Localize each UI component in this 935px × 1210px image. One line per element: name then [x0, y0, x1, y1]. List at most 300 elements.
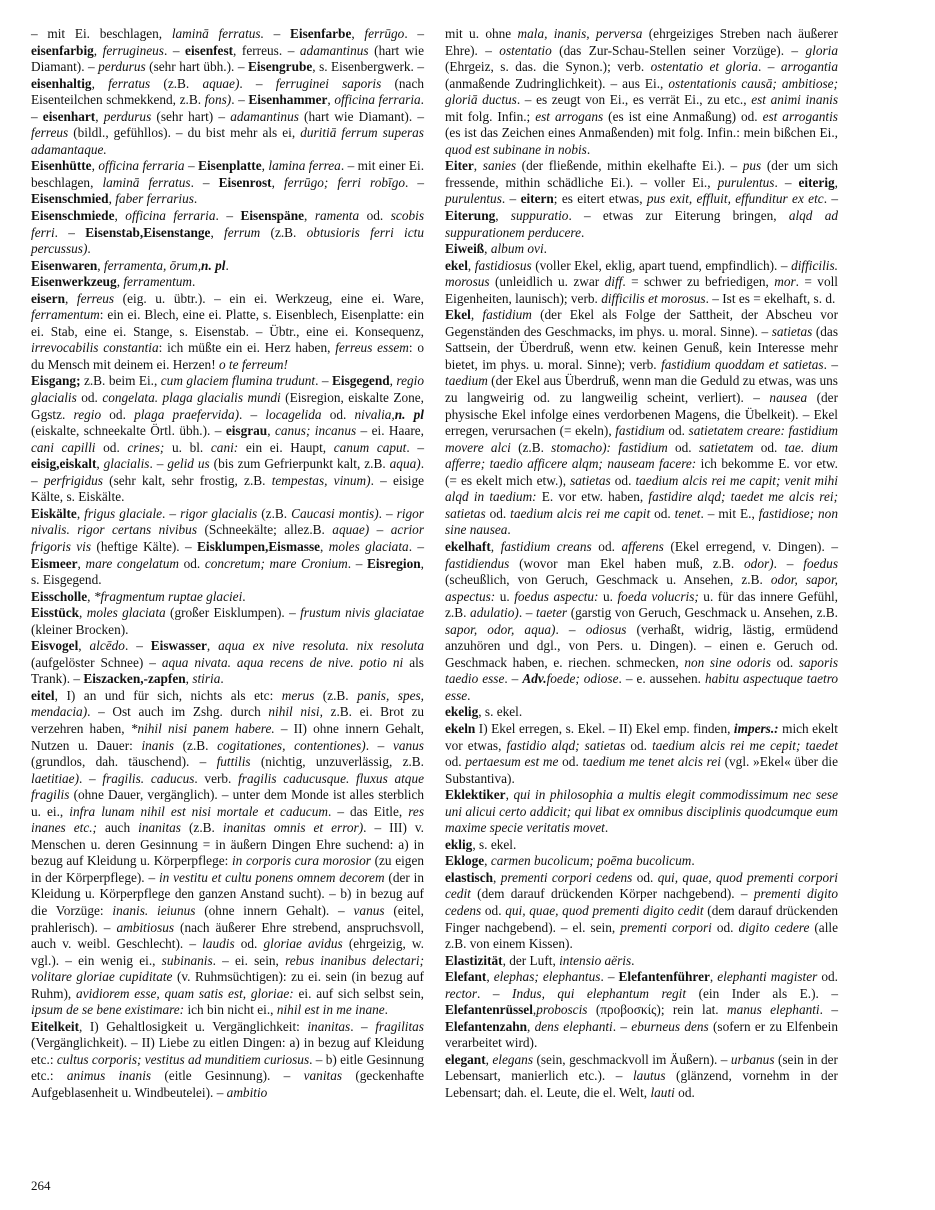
latin-term: gloriae avidus	[263, 936, 343, 952]
latin-term: ferratus	[108, 75, 151, 91]
latin-term: tae. dium afferre; taedio afficere alqm; nauseam facere:	[445, 439, 838, 472]
latin-term: irrevocabilis constantia	[31, 340, 159, 356]
latin-term: adamantinus	[299, 42, 369, 58]
latin-term: fragilis caducusque. fluxus atque fragilis	[31, 770, 424, 803]
latin-term: alcēdo	[89, 638, 125, 654]
entry-text: ,	[495, 208, 511, 224]
dictionary-page	[31, 26, 906, 1182]
entry-text: .	[225, 257, 229, 273]
entry-text: – mit Ei. beschlagen,	[31, 26, 172, 41]
latin-term: inanitas omnis et error)	[222, 820, 364, 836]
headword: eisgrau	[225, 423, 268, 439]
latin-term: frustum nivis glaciatae	[300, 605, 425, 621]
latin-term: cani capilli	[31, 439, 96, 455]
entry-text: (eitel, prahlerisch). –	[31, 902, 424, 935]
entry-text: (Schneekälte; allez.B.	[197, 522, 333, 538]
latin-term: prementi digito cedens	[445, 886, 838, 918]
latin-term: merus	[281, 687, 315, 703]
entry-text: u. für das innere Gefühl, z.B.	[445, 588, 838, 621]
latin-term: ferramentum	[31, 307, 100, 323]
entry-text: ,	[116, 274, 124, 290]
entry-text: ,	[327, 92, 335, 108]
entry-text: (bildl., gefühllos). – du bist mehr als ei,	[68, 125, 301, 141]
latin-term: qui in philosophia a multis elegit commodissimum nec sese uni alicui certo addicit; qui libat ex omnibus disciplinis quodcumque eum maxime specie veritatis movet	[445, 787, 838, 836]
latin-term: satietas	[570, 472, 611, 488]
latin-term: mala, inanis, perversa	[517, 26, 643, 41]
entry-text: . = schwer zu befriedigen,	[622, 274, 775, 290]
latin-term: ferruginei saporis	[275, 75, 382, 91]
latin-term: fons)	[204, 92, 232, 108]
dictionary-entry	[445, 241, 838, 258]
latin-term: vanus	[392, 737, 424, 753]
latin-term: purulentus	[445, 191, 502, 207]
latin-term: carmen bucolicum; poēma bucolicum	[490, 853, 692, 869]
entry-text: od.	[481, 902, 506, 918]
entry-text: . verb.	[194, 770, 239, 786]
entry-text: . –	[555, 621, 586, 637]
entry-text: od.	[817, 969, 839, 985]
dictionary-entry	[445, 704, 838, 721]
latin-term: pertaesum est me	[465, 754, 559, 770]
headword: Eisenplatte	[198, 158, 262, 174]
latin-term: rector	[445, 985, 478, 1001]
entry-text: (zu eigen in der Körperpflege). –	[31, 853, 425, 885]
entry-text: ,	[532, 1002, 537, 1018]
entry-text: . –	[79, 770, 103, 786]
entry-text: . –	[406, 439, 424, 455]
entry-text: auch	[96, 820, 139, 836]
entry-text: .	[220, 671, 224, 687]
entry-text: . – es zeugt von Ei., es verrät Ei., zu etc.,	[516, 92, 752, 108]
entry-text: ,	[78, 638, 90, 654]
entry-text: ,	[320, 538, 329, 554]
latin-term: taedium me tenet alcis rei	[582, 754, 721, 770]
entry-text: ,	[210, 224, 225, 240]
entry-text: . = voll Eigenheiten, launisch); verb.	[445, 274, 838, 306]
right-column	[445, 26, 838, 1102]
entry-text: .	[543, 241, 547, 257]
entry-text: (großer Eisklumpen). –	[165, 605, 301, 621]
latin-term: Indus, qui elephantum regit	[512, 985, 687, 1001]
entry-text: –	[369, 522, 391, 538]
headword: Elefantenrüssel	[445, 1002, 533, 1018]
latin-term: taedium alcis rei me capit	[510, 505, 651, 521]
entry-text: (dem darauf drückenden Finger nachgebend). – el. sein,	[445, 902, 838, 935]
entry-text: ich bin nicht ei.,	[184, 1002, 277, 1018]
latin-term: officina ferraria	[125, 208, 216, 224]
entry-text: . – eisige Kälte, s. Eiskälte.	[31, 472, 424, 505]
latin-term: laudis	[202, 936, 235, 952]
headword: Eisregion	[366, 555, 421, 571]
entry-text: (sehr kalt, sehr frostig, z.B.	[102, 472, 272, 488]
dictionary-entry	[445, 853, 838, 870]
entry-text: od.	[625, 737, 653, 753]
latin-term: satietas	[771, 323, 813, 339]
entry-text: od.	[664, 423, 689, 439]
entry-text: (der Ekel aus Überdruß, wenn man die Geduld zu etwas, was uns zu langweirig od. zu langweilig scheint, verliert). –	[445, 373, 838, 406]
latin-term: taeter	[536, 605, 568, 621]
latin-term: aqua)	[389, 456, 421, 472]
latin-term: duritiā ferrum superas adamantaque.	[31, 125, 424, 157]
headword: Eisenwerkzeug	[31, 274, 117, 290]
dictionary-entry	[31, 1019, 424, 1102]
latin-term: moles glaciata	[86, 605, 166, 621]
entry-text: ,	[271, 174, 284, 190]
entry-text: –	[184, 158, 199, 174]
latin-term: non sine odoris	[684, 654, 771, 670]
entry-text: .	[87, 241, 91, 257]
entry-text: (verhaßt, widrig, lästig, ermüdend anzuhören und dgl., von Pers. u. Dingen). – einen e. Geruch od. Geschmack haben, e. riechen. schmecken,	[445, 621, 838, 670]
latin-term: fastidium	[615, 423, 665, 439]
dictionary-entry	[31, 506, 424, 589]
headword: eisenfest	[185, 42, 234, 58]
latin-term: mor	[774, 274, 796, 290]
dictionary-entry	[445, 953, 838, 970]
latin-term: regio glacialis	[31, 373, 424, 406]
entry-text: od.	[76, 390, 103, 406]
grammar-label: n. pl	[394, 406, 425, 422]
latin-term: rigor nivalis. rigor certans nivibus	[31, 505, 424, 538]
latin-term: gelid us	[167, 456, 210, 472]
entry-text: : ich müßte ein ei. Herz haben,	[158, 340, 336, 356]
entry-text: . – das Eitle,	[327, 803, 409, 819]
latin-term: alqd ad suppurationem perducere	[445, 208, 838, 240]
dictionary-entry	[445, 26, 838, 158]
entry-text: ,	[527, 1018, 535, 1034]
entry-text: . –	[163, 42, 186, 58]
entry-text: (ein Inder als E.). –	[686, 985, 838, 1001]
latin-term: adulatio)	[470, 605, 519, 621]
entry-text: od.	[674, 1085, 695, 1100]
entry-text: ,	[834, 174, 838, 190]
headword: Eiweiß	[445, 241, 485, 257]
latin-term: difficilis. morosus	[445, 257, 838, 290]
headword: Elefantenzahn	[445, 1018, 528, 1034]
entry-text: ich bekomme E. vor etw. (= es ekelt mich etw.),	[445, 456, 838, 488]
entry-text: ,	[485, 1051, 493, 1067]
headword: Eisenhütte	[31, 158, 92, 174]
latin-term: o te ferreum!	[218, 356, 288, 372]
latin-term: ferrum	[224, 224, 261, 240]
headword: Eisenrost	[218, 174, 272, 190]
entry-text: od.	[610, 472, 636, 488]
latin-term: odiosus	[585, 621, 627, 637]
dictionary-entry	[31, 373, 424, 505]
headword: Eisenschmied	[31, 191, 109, 207]
headword: elastisch	[445, 869, 494, 885]
entry-text: .	[192, 274, 196, 290]
latin-term: aquae)	[202, 75, 240, 91]
latin-term: aqua ex nive resoluta. nix resoluta	[218, 638, 424, 654]
latin-term: rigor glacialis	[180, 505, 258, 521]
latin-term: aquae)	[332, 522, 370, 538]
entry-text: (z.B.	[150, 75, 203, 91]
latin-term: rebus inanibus delectari; volitare gloriae cupiditate	[31, 952, 424, 985]
latin-term: canus; incanus	[274, 423, 357, 439]
entry-text: .	[384, 1002, 388, 1018]
dictionary-entry	[445, 787, 838, 837]
latin-term: est animi inanis	[751, 92, 838, 108]
entry-text: ,	[77, 555, 86, 571]
dictionary-entry	[31, 605, 424, 638]
latin-term: inanis	[141, 737, 174, 753]
entry-text: .	[691, 853, 695, 869]
headword: ekel	[445, 257, 468, 273]
entry-text: (vgl. »Ekel« über die Substantiva).	[445, 754, 838, 786]
latin-term: odor)	[744, 555, 774, 571]
latin-term: ostentatio et gloria	[650, 59, 759, 75]
entry-text: (ehrgeiziges Streben nach äußerer Ehre). –	[445, 26, 838, 58]
entry-text: . – etwas zur Eiterung bringen,	[568, 208, 789, 224]
latin-term: cogitationes, contentiones)	[217, 737, 366, 753]
entry-text: ; es eitert etwas,	[553, 191, 647, 207]
entry-text: (nichtig, unzuverlässig, z.B.	[250, 754, 425, 770]
latin-term: ferrūgo; ferri robīgo	[283, 174, 405, 190]
entry-text: (z.B.	[260, 224, 307, 240]
latin-term: fragilitas	[375, 1018, 424, 1034]
latin-term: taedium alcis rei me cepit; taedet	[652, 737, 838, 753]
entry-text: (sein in der Lebensart, manierlich etc.). –	[445, 1051, 838, 1084]
entry-text: od.	[591, 538, 622, 554]
entry-text: (z.B.	[173, 737, 218, 753]
entry-text: .	[507, 522, 511, 538]
headword: Elastizität	[445, 952, 503, 968]
entry-text: (voller Ekel, eklig, apart tuend, empfindlich). –	[531, 257, 792, 273]
latin-term: officina ferraria	[334, 92, 421, 108]
latin-term: lamina ferrea	[268, 158, 341, 174]
left-column	[31, 26, 424, 1102]
entry-text: (der um sich fressende, mithin schädliche Ei.). – voller Ei.,	[445, 158, 838, 190]
dictionary-entry	[445, 837, 838, 854]
latin-term: subinanis	[161, 952, 213, 968]
entry-text: (kleiner Brocken).	[31, 621, 129, 637]
headword: Eisgang;	[31, 373, 81, 389]
latin-term: sapor, odor, aqua)	[445, 621, 556, 637]
dictionary-entry	[31, 208, 424, 258]
entry-text: ,	[87, 588, 94, 604]
grammar-label: impers.:	[733, 720, 779, 736]
latin-term: canum caput	[333, 439, 407, 455]
headword: eiterig	[798, 174, 835, 190]
dictionary-entry	[445, 307, 838, 539]
latin-term: diff	[604, 274, 623, 290]
headword: Eiterung	[445, 208, 496, 224]
latin-term: avidiorem esse, quam satis est, gloriae:	[76, 985, 294, 1001]
entry-text: od.	[753, 439, 785, 455]
entry-text: . –	[405, 174, 425, 190]
entry-text: u.	[598, 588, 618, 604]
latin-term: foeda volucris;	[617, 588, 699, 604]
latin-term: *nihil nisi panem habere.	[130, 720, 275, 736]
entry-text: ,	[96, 456, 104, 472]
headword: Eisvogel	[31, 638, 79, 654]
headword: Eisenfarbe	[290, 26, 352, 41]
entry-text: (z.B.	[180, 820, 223, 836]
entry-text: (glänzend, vornehm in der Lebensart; dah. el. Leute, die el. Welt,	[445, 1068, 838, 1100]
latin-term: scobis ferri	[31, 208, 424, 240]
entry-text: (Eisregion, eiskalte Zone, Ggstz.	[31, 390, 424, 422]
entry-text: . –	[315, 373, 332, 389]
dictionary-entry	[31, 291, 424, 374]
entry-text: (Vergänglichkeit). – II) Liebe zu eitlen Dingen: a) in bezug auf Kleidung etc.:	[31, 1035, 424, 1067]
latin-term: ferramentum	[123, 274, 193, 290]
entry-text: (grundlos, dah. täuschend). –	[31, 754, 217, 770]
entry-text: . – mit E.,	[700, 505, 759, 521]
latin-term: difficilis et morosus	[601, 290, 706, 306]
latin-term: congelata. plaga glacialis mundi	[102, 390, 281, 406]
latin-term: laminā ferratus	[102, 174, 191, 190]
latin-term: digito cedere	[738, 919, 810, 935]
headword: eisenfarbig	[31, 42, 94, 58]
entry-text: (sein, geschmackvoll im Äußern). –	[533, 1051, 731, 1067]
entry-text: (unleidlich u. zwar	[489, 274, 605, 290]
entry-text: : ein ei. Blech, eine ei. Platte, s. Eisenblech, Eisenplatte: ein ei. Stab, eine ei. Stange, s. Eisenstab. – Übtr., eine ei. Konsequenz,	[31, 307, 424, 339]
latin-term: stiria	[192, 671, 221, 687]
entry-text: ,	[267, 423, 275, 439]
latin-term: fastidiosus	[474, 257, 532, 273]
entry-text: – ei. Haare,	[356, 423, 424, 439]
entry-text: . –	[501, 191, 521, 207]
entry-text: ,	[79, 605, 87, 621]
latin-term: urbanus	[730, 1051, 775, 1067]
latin-term: elephanti magister	[717, 969, 818, 985]
entry-text: . – ei. sein,	[212, 952, 286, 968]
entry-text: (sofern er zu Elfenbein verarbeitet wird).	[445, 1018, 839, 1051]
latin-term: perdurus	[103, 108, 152, 124]
latin-term: fastidium creans	[500, 538, 592, 554]
latin-term: stomacho): fastidium	[551, 439, 668, 455]
entry-text: od.	[632, 869, 658, 885]
entry-text: (es ist das Zeichen eines Anmaßenden) mit folg. Infin.: mein bißchen Ei.,	[445, 125, 838, 141]
latin-term: ipsum de se bene existimare:	[31, 1002, 185, 1018]
entry-text: (sehr hart übh.). –	[145, 59, 248, 75]
entry-text: , I) Gehaltlosigkeit u. Vergänglichkeit:	[79, 1018, 308, 1034]
latin-term: ostentationis causā; ambitiose; gloriā ductus	[445, 75, 839, 108]
entry-text: ,	[114, 208, 126, 224]
latin-term: fastidiendus	[445, 555, 510, 571]
latin-term: *fragmentum ruptae glaciei	[93, 588, 243, 604]
entry-text: ,	[389, 373, 397, 389]
entry-text: . –	[215, 208, 241, 224]
entry-text: (aufgelöster Schnee) –	[31, 654, 162, 670]
latin-term: foedus	[803, 555, 838, 571]
latin-term: moles glaciata	[328, 538, 409, 554]
latin-term: intensio aëris	[559, 952, 632, 968]
entry-text: ,	[484, 853, 491, 869]
headword: Ekloge	[445, 853, 485, 869]
entry-text: od.	[485, 505, 511, 521]
headword: Eisstück	[31, 605, 80, 621]
headword: ekeln	[445, 720, 476, 736]
latin-term: ferramenta, ōrum,	[103, 257, 202, 273]
entry-text: .	[242, 588, 246, 604]
entry-text: E. vor etw. haben,	[536, 489, 649, 505]
entry-text: (eitle Gesinnung). –	[151, 1068, 304, 1084]
entry-text: (ohne Dauer, vergänglich). – unter dem Monde ist alles sterblich u. ei.,	[31, 787, 424, 819]
entry-text: , der Luft,	[502, 952, 560, 968]
headword: Eitelkeit	[31, 1018, 80, 1034]
latin-term: mare congelatum	[85, 555, 179, 571]
grammar-label: n. pl	[201, 257, 226, 273]
headword: eitern	[520, 191, 554, 207]
dictionary-entry	[445, 969, 838, 1052]
latin-term: laminā ferratus.	[171, 26, 264, 41]
entry-text: . – mit einer Ei. beschlagen,	[31, 158, 425, 190]
latin-term: qui, quae, quod prementi digito cedit	[505, 902, 704, 918]
latin-term: ambitio	[226, 1085, 268, 1100]
entry-text: (es ist eine Anmaßung) od.	[603, 108, 763, 124]
latin-term: album ovi	[490, 241, 544, 257]
headword: Eisgegend	[332, 373, 390, 389]
entry-text: ,	[493, 869, 501, 885]
latin-term: eburneus dens	[631, 1018, 709, 1034]
latin-term: obtusioris ferri ictu percussus)	[31, 224, 424, 257]
headword: Elefantenführer	[618, 969, 710, 985]
latin-term: infra lunam nihil est nisi mortale et caducum	[69, 803, 328, 819]
entry-text: ,	[108, 191, 116, 207]
latin-term: fastidium quoddam et satietas	[661, 356, 824, 372]
latin-term: sanies	[482, 158, 517, 174]
entry-text: . –	[504, 671, 523, 687]
entry-text: (bis zum Gefrierpunkt kalt, z.B.	[209, 456, 390, 472]
entry-text: (ohne innern Gehalt). –	[195, 902, 354, 918]
entry-text: mit u. ohne	[445, 26, 518, 41]
dictionary-entry	[31, 688, 424, 1019]
latin-term: est arrogantis	[762, 108, 838, 124]
entry-text: – II) ohne innern Gehalt, Nutzen u. Dauer:	[31, 720, 424, 753]
latin-term: frigus glaciale	[84, 505, 163, 521]
latin-term: inanitas	[138, 820, 181, 836]
entry-text: I) Ekel erregen, s. Ekel. – II) Ekel emp. finden,	[475, 720, 734, 736]
entry-text: (anmaßende Zudringlichkeit). – aus Ei.,	[445, 75, 669, 91]
headword: Eisklumpen,Eismasse	[197, 538, 321, 554]
latin-term: ramenta	[314, 208, 360, 224]
latin-term: nivalia,	[354, 406, 395, 422]
entry-text: , s. ekel.	[478, 704, 523, 720]
entry-text: od.	[101, 406, 135, 422]
latin-term: ferreus	[76, 290, 115, 306]
latin-term: regio	[73, 406, 102, 422]
headword: Eisscholle	[31, 588, 88, 604]
latin-term: cani:	[210, 439, 239, 455]
latin-term: nihil nisi,	[268, 704, 323, 720]
latin-term: arrogantia	[780, 59, 839, 75]
latin-term: perdurus	[98, 59, 146, 75]
entry-text: (heftige Kälte). –	[91, 538, 197, 554]
dictionary-entry	[31, 26, 424, 158]
headword: eisenhart	[42, 108, 96, 124]
headword: eklig	[445, 836, 473, 852]
latin-term: in corporis cura morosior	[231, 853, 371, 869]
entry-text: ,	[467, 257, 475, 273]
dictionary-entry	[445, 870, 838, 953]
headword: Ekel	[445, 307, 471, 323]
entry-text: u.	[495, 588, 515, 604]
entry-text: od.	[359, 208, 391, 224]
headword: Eisenspäne	[240, 208, 305, 224]
entry-text: ,	[64, 290, 77, 306]
entry-text: . –	[823, 356, 838, 372]
headword: elegant	[445, 1051, 486, 1067]
page-number: 264	[31, 1178, 51, 1193]
latin-term: nausea	[769, 390, 808, 406]
latin-term: glacialis	[103, 456, 150, 472]
entry-text: ,	[206, 638, 219, 654]
entry-text: (z.B.	[510, 439, 552, 455]
entry-text: –	[263, 26, 291, 41]
latin-term: cultus corporis; vestitus ad munditiem curiosus	[56, 1051, 310, 1067]
latin-term: qui, quae, quod prementi corpori cedit	[445, 869, 838, 902]
